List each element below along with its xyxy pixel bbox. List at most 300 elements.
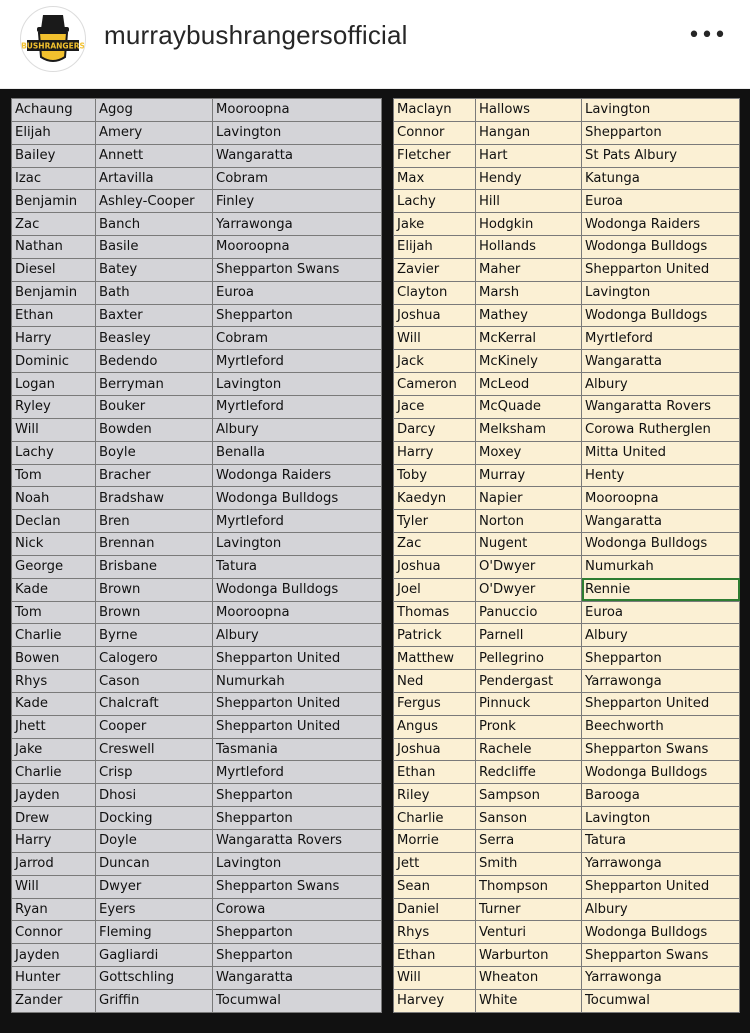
table-row — [394, 121, 740, 144]
club-cell: Myrtleford — [213, 395, 382, 418]
club-cell: Mooroopna — [213, 99, 382, 122]
surname-cell: Pendergast — [476, 670, 582, 693]
surname-cell: Marsh — [476, 281, 582, 304]
surname-cell: Docking — [96, 807, 213, 830]
table-row — [394, 418, 740, 441]
club-cell: Lavington — [213, 533, 382, 556]
club-cell: Lavington — [213, 373, 382, 396]
table-row — [394, 533, 740, 556]
table-row — [12, 578, 382, 601]
table-row — [394, 875, 740, 898]
surname-cell: Pinnuck — [476, 692, 582, 715]
first-name-cell: Ethan — [394, 944, 476, 967]
club-cell: Yarrawonga — [582, 670, 740, 693]
surname-cell: Maher — [476, 258, 582, 281]
table-row — [394, 487, 740, 510]
club-cell: Wangaratta — [582, 510, 740, 533]
first-name-cell: Sean — [394, 875, 476, 898]
first-name-cell: Jake — [12, 738, 96, 761]
first-name-cell: Will — [12, 875, 96, 898]
first-name-cell: Jayden — [12, 784, 96, 807]
surname-cell: Bradshaw — [96, 487, 213, 510]
club-cell: Albury — [582, 898, 740, 921]
first-name-cell: Connor — [394, 121, 476, 144]
surname-cell: McQuade — [476, 395, 582, 418]
surname-cell: Creswell — [96, 738, 213, 761]
first-name-cell: Connor — [12, 921, 96, 944]
club-cell: Corowa Rutherglen — [582, 418, 740, 441]
surname-cell: Brennan — [96, 533, 213, 556]
club-cell: Shepparton — [582, 647, 740, 670]
club-cell: Shepparton — [213, 807, 382, 830]
table-row — [12, 761, 382, 784]
table-row — [12, 350, 382, 373]
first-name-cell: Jack — [394, 350, 476, 373]
table-row — [12, 670, 382, 693]
post-image — [0, 89, 750, 1033]
table-row — [12, 441, 382, 464]
surname-cell: Gottschling — [96, 967, 213, 990]
club-cell: Tasmania — [213, 738, 382, 761]
table-row — [12, 784, 382, 807]
club-cell: Wangaratta Rovers — [213, 830, 382, 853]
first-name-cell: Will — [12, 418, 96, 441]
table-row — [394, 510, 740, 533]
table-row — [394, 989, 740, 1012]
club-cell: Beechworth — [582, 715, 740, 738]
first-name-cell: Angus — [394, 715, 476, 738]
table-row — [12, 373, 382, 396]
first-name-cell: Joshua — [394, 304, 476, 327]
first-name-cell: Clayton — [394, 281, 476, 304]
surname-cell: O'Dwyer — [476, 578, 582, 601]
table-row — [12, 944, 382, 967]
club-cell: Shepparton — [213, 304, 382, 327]
table-row — [394, 99, 740, 122]
first-name-cell: Will — [394, 967, 476, 990]
surname-cell: Banch — [96, 213, 213, 236]
table-row — [394, 304, 740, 327]
surname-cell: Norton — [476, 510, 582, 533]
first-name-cell: Ethan — [12, 304, 96, 327]
club-cell: Euroa — [582, 190, 740, 213]
table-row — [394, 327, 740, 350]
club-cell: Cobram — [213, 167, 382, 190]
table-row — [12, 510, 382, 533]
surname-cell: Pellegrino — [476, 647, 582, 670]
first-name-cell: Max — [394, 167, 476, 190]
first-name-cell: Kaedyn — [394, 487, 476, 510]
table-row — [394, 236, 740, 259]
first-name-cell: Jake — [394, 213, 476, 236]
surname-cell: Beasley — [96, 327, 213, 350]
table-row — [394, 830, 740, 853]
first-name-cell: Noah — [12, 487, 96, 510]
club-cell: Wodonga Bulldogs — [582, 761, 740, 784]
surname-cell: Eyers — [96, 898, 213, 921]
first-name-cell: Jhett — [12, 715, 96, 738]
surname-cell: Byrne — [96, 624, 213, 647]
surname-cell: Amery — [96, 121, 213, 144]
club-cell: Lavington — [213, 121, 382, 144]
club-cell: Shepparton United — [582, 692, 740, 715]
table-row — [12, 738, 382, 761]
table-row — [394, 167, 740, 190]
club-cell: Katunga — [582, 167, 740, 190]
club-cell: Albury — [582, 624, 740, 647]
surname-cell: Bren — [96, 510, 213, 533]
table-row — [394, 555, 740, 578]
first-name-cell: Will — [394, 327, 476, 350]
first-name-cell: Harry — [394, 441, 476, 464]
surname-cell: Basile — [96, 236, 213, 259]
table-row — [12, 898, 382, 921]
first-name-cell: Zac — [12, 213, 96, 236]
table-row — [12, 144, 382, 167]
table-row — [394, 441, 740, 464]
club-cell: Mitta United — [582, 441, 740, 464]
surname-cell: Hendy — [476, 167, 582, 190]
surname-cell: White — [476, 989, 582, 1012]
club-cell: Euroa — [582, 601, 740, 624]
club-cell: Shepparton United — [213, 692, 382, 715]
profile-avatar[interactable] — [20, 6, 86, 72]
first-name-cell: Matthew — [394, 647, 476, 670]
surname-cell: Sanson — [476, 807, 582, 830]
table-row — [12, 99, 382, 122]
table-row — [394, 715, 740, 738]
surname-cell: Moxey — [476, 441, 582, 464]
table-row — [394, 464, 740, 487]
club-cell: Yarrawonga — [213, 213, 382, 236]
first-name-cell: Achaung — [12, 99, 96, 122]
surname-cell: Serra — [476, 830, 582, 853]
surname-cell: McKerral — [476, 327, 582, 350]
first-name-cell: Elijah — [12, 121, 96, 144]
club-cell: Shepparton United — [582, 258, 740, 281]
first-name-cell: Zavier — [394, 258, 476, 281]
club-cell: Wodonga Bulldogs — [582, 533, 740, 556]
table-row — [394, 670, 740, 693]
club-cell: Albury — [213, 418, 382, 441]
surname-cell: Smith — [476, 852, 582, 875]
surname-cell: McLeod — [476, 373, 582, 396]
first-name-cell: Charlie — [12, 624, 96, 647]
club-cell: Shepparton — [582, 121, 740, 144]
club-cell: Rennie — [582, 578, 740, 601]
surname-cell: Doyle — [96, 830, 213, 853]
club-cell: Myrtleford — [213, 510, 382, 533]
surname-cell: Pronk — [476, 715, 582, 738]
club-cell: Barooga — [582, 784, 740, 807]
more-options-icon[interactable]: ••• — [687, 23, 727, 48]
first-name-cell: Benjamin — [12, 281, 96, 304]
table-row — [12, 281, 382, 304]
club-cell: Tatura — [582, 830, 740, 853]
first-name-cell: Morrie — [394, 830, 476, 853]
surname-cell: Brown — [96, 601, 213, 624]
club-cell: Yarrawonga — [582, 967, 740, 990]
table-row — [12, 533, 382, 556]
surname-cell: Dhosi — [96, 784, 213, 807]
club-cell: Euroa — [213, 281, 382, 304]
first-name-cell: Riley — [394, 784, 476, 807]
club-cell: Wodonga Bulldogs — [213, 487, 382, 510]
club-cell: Numurkah — [213, 670, 382, 693]
first-name-cell: Joel — [394, 578, 476, 601]
club-cell: Shepparton Swans — [213, 258, 382, 281]
table-row — [394, 898, 740, 921]
surname-cell: Hangan — [476, 121, 582, 144]
table-row — [394, 852, 740, 875]
first-name-cell: Bowen — [12, 647, 96, 670]
table-row — [12, 989, 382, 1012]
first-name-cell: Maclayn — [394, 99, 476, 122]
first-name-cell: Harry — [12, 327, 96, 350]
surname-cell: Fleming — [96, 921, 213, 944]
surname-cell: Wheaton — [476, 967, 582, 990]
table-row — [12, 624, 382, 647]
first-name-cell: Lachy — [12, 441, 96, 464]
club-cell: Wodonga Bulldogs — [582, 304, 740, 327]
table-row — [12, 327, 382, 350]
table-row — [12, 487, 382, 510]
table-row — [12, 921, 382, 944]
surname-cell: Mathey — [476, 304, 582, 327]
surname-cell: Rachele — [476, 738, 582, 761]
club-cell: Wodonga Raiders — [582, 213, 740, 236]
club-cell: Myrtleford — [213, 350, 382, 373]
first-name-cell: Declan — [12, 510, 96, 533]
first-name-cell: Jayden — [12, 944, 96, 967]
surname-cell: Murray — [476, 464, 582, 487]
surname-cell: Napier — [476, 487, 582, 510]
table-row — [394, 190, 740, 213]
first-name-cell: Kade — [12, 578, 96, 601]
table-row — [394, 784, 740, 807]
club-cell: Lavington — [582, 807, 740, 830]
first-name-cell: Benjamin — [12, 190, 96, 213]
first-name-cell: Tom — [12, 464, 96, 487]
first-name-cell: Hunter — [12, 967, 96, 990]
first-name-cell: Tom — [12, 601, 96, 624]
club-cell: Shepparton Swans — [582, 944, 740, 967]
surname-cell: Griffin — [96, 989, 213, 1012]
surname-cell: Venturi — [476, 921, 582, 944]
table-row — [394, 213, 740, 236]
surname-cell: Hodgkin — [476, 213, 582, 236]
first-name-cell: Fergus — [394, 692, 476, 715]
first-name-cell: Bailey — [12, 144, 96, 167]
club-cell: Shepparton United — [582, 875, 740, 898]
surname-cell: Boyle — [96, 441, 213, 464]
surname-cell: Bedendo — [96, 350, 213, 373]
surname-cell: Gagliardi — [96, 944, 213, 967]
table-row — [12, 464, 382, 487]
surname-cell: Melksham — [476, 418, 582, 441]
table-row — [394, 647, 740, 670]
surname-cell: Bracher — [96, 464, 213, 487]
surname-cell: Redcliffe — [476, 761, 582, 784]
table-row — [394, 761, 740, 784]
club-cell: Tocumwal — [213, 989, 382, 1012]
club-cell: Henty — [582, 464, 740, 487]
first-name-cell: Jett — [394, 852, 476, 875]
club-cell: Shepparton — [213, 784, 382, 807]
surname-cell: O'Dwyer — [476, 555, 582, 578]
first-name-cell: Joshua — [394, 555, 476, 578]
post-username[interactable]: murraybushrangersofficial — [104, 20, 408, 50]
first-name-cell: Ethan — [394, 761, 476, 784]
club-cell: Mooroopna — [213, 601, 382, 624]
club-cell: Cobram — [213, 327, 382, 350]
first-name-cell: Jarrod — [12, 852, 96, 875]
club-cell: Wangaratta — [582, 350, 740, 373]
surname-cell: Warburton — [476, 944, 582, 967]
first-name-cell: Daniel — [394, 898, 476, 921]
table-row — [394, 944, 740, 967]
surname-cell: Brown — [96, 578, 213, 601]
surname-cell: Thompson — [476, 875, 582, 898]
surname-cell: Chalcraft — [96, 692, 213, 715]
surname-cell: Parnell — [476, 624, 582, 647]
table-row — [394, 395, 740, 418]
surname-cell: Cason — [96, 670, 213, 693]
table-row — [394, 144, 740, 167]
table-row — [12, 121, 382, 144]
table-row — [394, 807, 740, 830]
club-cell: Wodonga Bulldogs — [213, 578, 382, 601]
surname-cell: Nugent — [476, 533, 582, 556]
table-row — [12, 167, 382, 190]
first-name-cell: Joshua — [394, 738, 476, 761]
table-row — [394, 967, 740, 990]
first-name-cell: Tyler — [394, 510, 476, 533]
table-row — [12, 395, 382, 418]
first-name-cell: Zac — [394, 533, 476, 556]
club-cell: Tatura — [213, 555, 382, 578]
table-row — [12, 601, 382, 624]
first-name-cell: Charlie — [394, 807, 476, 830]
first-name-cell: Izac — [12, 167, 96, 190]
table-row — [12, 830, 382, 853]
surname-cell: Berryman — [96, 373, 213, 396]
first-name-cell: Rhys — [394, 921, 476, 944]
table-row — [394, 921, 740, 944]
club-cell: Wangaratta Rovers — [582, 395, 740, 418]
table-row — [12, 715, 382, 738]
svg-text:BUSHRANGERS: BUSHRANGERS — [21, 41, 85, 51]
surname-cell: Calogero — [96, 647, 213, 670]
table-row — [12, 190, 382, 213]
surname-cell: Panuccio — [476, 601, 582, 624]
table-row — [12, 418, 382, 441]
bushrangers-logo-icon — [21, 7, 85, 71]
table-row — [12, 852, 382, 875]
first-name-cell: Rhys — [12, 670, 96, 693]
first-name-cell: Fletcher — [394, 144, 476, 167]
table-row — [394, 281, 740, 304]
table-row — [394, 373, 740, 396]
first-name-cell: Lachy — [394, 190, 476, 213]
table-row — [394, 624, 740, 647]
surname-cell: Turner — [476, 898, 582, 921]
club-cell: Myrtleford — [213, 761, 382, 784]
table-row — [12, 647, 382, 670]
surname-cell: Ashley-Cooper — [96, 190, 213, 213]
surname-cell: Annett — [96, 144, 213, 167]
roster-table-left — [11, 98, 382, 1013]
table-row — [12, 213, 382, 236]
first-name-cell: Dominic — [12, 350, 96, 373]
first-name-cell: Patrick — [394, 624, 476, 647]
surname-cell: Duncan — [96, 852, 213, 875]
table-row — [394, 258, 740, 281]
post-header — [0, 0, 750, 89]
club-cell: Benalla — [213, 441, 382, 464]
surname-cell: Brisbane — [96, 555, 213, 578]
surname-cell: Cooper — [96, 715, 213, 738]
table-row — [394, 738, 740, 761]
table-row — [394, 578, 740, 601]
club-cell: Wodonga Bulldogs — [582, 236, 740, 259]
first-name-cell: Harvey — [394, 989, 476, 1012]
first-name-cell: Charlie — [12, 761, 96, 784]
club-cell: Numurkah — [582, 555, 740, 578]
club-cell: Tocumwal — [582, 989, 740, 1012]
first-name-cell: Nathan — [12, 236, 96, 259]
first-name-cell: Darcy — [394, 418, 476, 441]
table-row — [394, 350, 740, 373]
first-name-cell: George — [12, 555, 96, 578]
club-cell: Albury — [582, 373, 740, 396]
surname-cell: Hart — [476, 144, 582, 167]
club-cell: Shepparton Swans — [213, 875, 382, 898]
first-name-cell: Harry — [12, 830, 96, 853]
club-cell: Mooroopna — [213, 236, 382, 259]
table-row — [12, 807, 382, 830]
surname-cell: McKinely — [476, 350, 582, 373]
surname-cell: Bath — [96, 281, 213, 304]
surname-cell: Bowden — [96, 418, 213, 441]
club-cell: Lavington — [582, 281, 740, 304]
club-cell: Finley — [213, 190, 382, 213]
club-cell: Yarrawonga — [582, 852, 740, 875]
surname-cell: Baxter — [96, 304, 213, 327]
first-name-cell: Zander — [12, 989, 96, 1012]
club-cell: Lavington — [582, 99, 740, 122]
table-row — [12, 875, 382, 898]
club-cell: Wodonga Raiders — [213, 464, 382, 487]
surname-cell: Dwyer — [96, 875, 213, 898]
table-row — [12, 555, 382, 578]
surname-cell: Agog — [96, 99, 213, 122]
club-cell: Mooroopna — [582, 487, 740, 510]
roster-table-right — [393, 98, 740, 1013]
club-cell: Shepparton Swans — [582, 738, 740, 761]
first-name-cell: Logan — [12, 373, 96, 396]
table-row — [12, 236, 382, 259]
table-row — [394, 692, 740, 715]
first-name-cell: Ned — [394, 670, 476, 693]
club-cell: St Pats Albury — [582, 144, 740, 167]
club-cell: Corowa — [213, 898, 382, 921]
club-cell: Shepparton — [213, 921, 382, 944]
club-cell: Wangaratta — [213, 144, 382, 167]
club-cell: Albury — [213, 624, 382, 647]
surname-cell: Batey — [96, 258, 213, 281]
table-row — [394, 601, 740, 624]
